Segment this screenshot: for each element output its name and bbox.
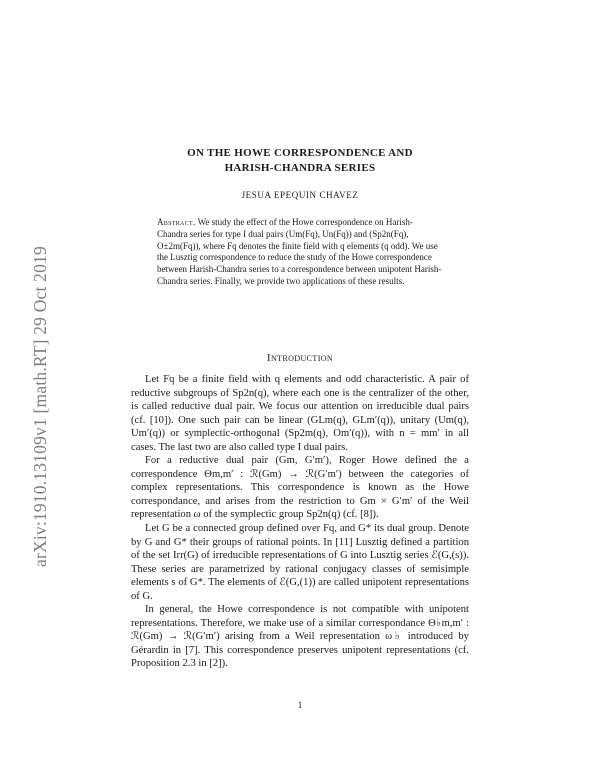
body-text <box>131 373 469 671</box>
page-number: 1 <box>297 700 303 710</box>
paper-title <box>90 146 510 176</box>
section-heading: Introduction <box>266 352 334 364</box>
title-line-1: ON THE HOWE CORRESPONDENCE AND <box>187 147 413 159</box>
abstract-text: We study the effect of the Howe correspondence on Harish-Chandra series for type I dual pairs (Um(Fq), Un(Fq)) and (Sp2n(Fq), O±2m(Fq)), where Fq denotes the finite field with q elements (q odd). We use the Lusztig correspondence to reduce the study of the Howe correspondence between Harish-Chandra series to a correspondence between unipotent Harish-Chandra series. Finally, we provide two applications of these results. <box>157 217 442 286</box>
paragraph-1: Let Fq be a finite field with q elements and odd characteristic. A pair of reductive subgroups of Sp2n(q), where each one is the centralizer of the other, is called reductive dual pair. We focus our attention on irreducible dual pairs (cf. [10]). One such pair can be linear (GLm(q), GLm′(q)), unitary (Um(q), Um′(q)) or symplectic-orthogonal (Sp2m(q), Om′(q)), with n = mm′ in all cases. The last two are also called type I dual pairs. <box>131 374 469 453</box>
arxiv-identifier: arXiv:1910.13109v1 [math.RT] 29 Oct 2019 <box>30 246 50 567</box>
paragraph-4: In general, the Howe correspondence is not compatible with unipotent representations. Therefore, we make use of a similar correspondance Θ♭m,m′ : ℛ(Gm) → ℛ(G′m′) arising from a Weil representation ω♭ introduced by Gérardin in [7]. This correspondence preserves unipotent representations (cf. Proposition 2.3 in [2]). <box>131 604 469 670</box>
author-name: JESUA EPEQUIN CHAVEZ <box>241 190 359 200</box>
abstract <box>157 217 443 288</box>
paragraph-2: For a reductive dual pair (Gm, G′m′), Roger Howe defined the a correspondence Θm,m′ : ℛ(Gm) → ℛ(G′m′) between the categories of complex representations. This correspondence is known as the Howe correspondance, and arises from the restriction to Gm × G′m′ of the Weil representation ω of the symplectic group Sp2n(q) (cf. [8]). <box>131 455 469 521</box>
paragraph-3: Let G be a connected group defined over Fq, and G* its dual group. Denote by G and G* their groups of rational points. In [11] Lusztig defined a partition of the set Irr(G) of irreducible representations of G into Lusztig series ℰ(G,(s)). These series are parametrized by rational conjugacy classes of semisimple elements s of G*. The elements of ℰ(G,(1)) are called unipotent representations of G. <box>131 523 469 602</box>
abstract-label: Abstract. <box>157 217 196 227</box>
title-line-2: HARISH-CHANDRA SERIES <box>224 162 376 174</box>
